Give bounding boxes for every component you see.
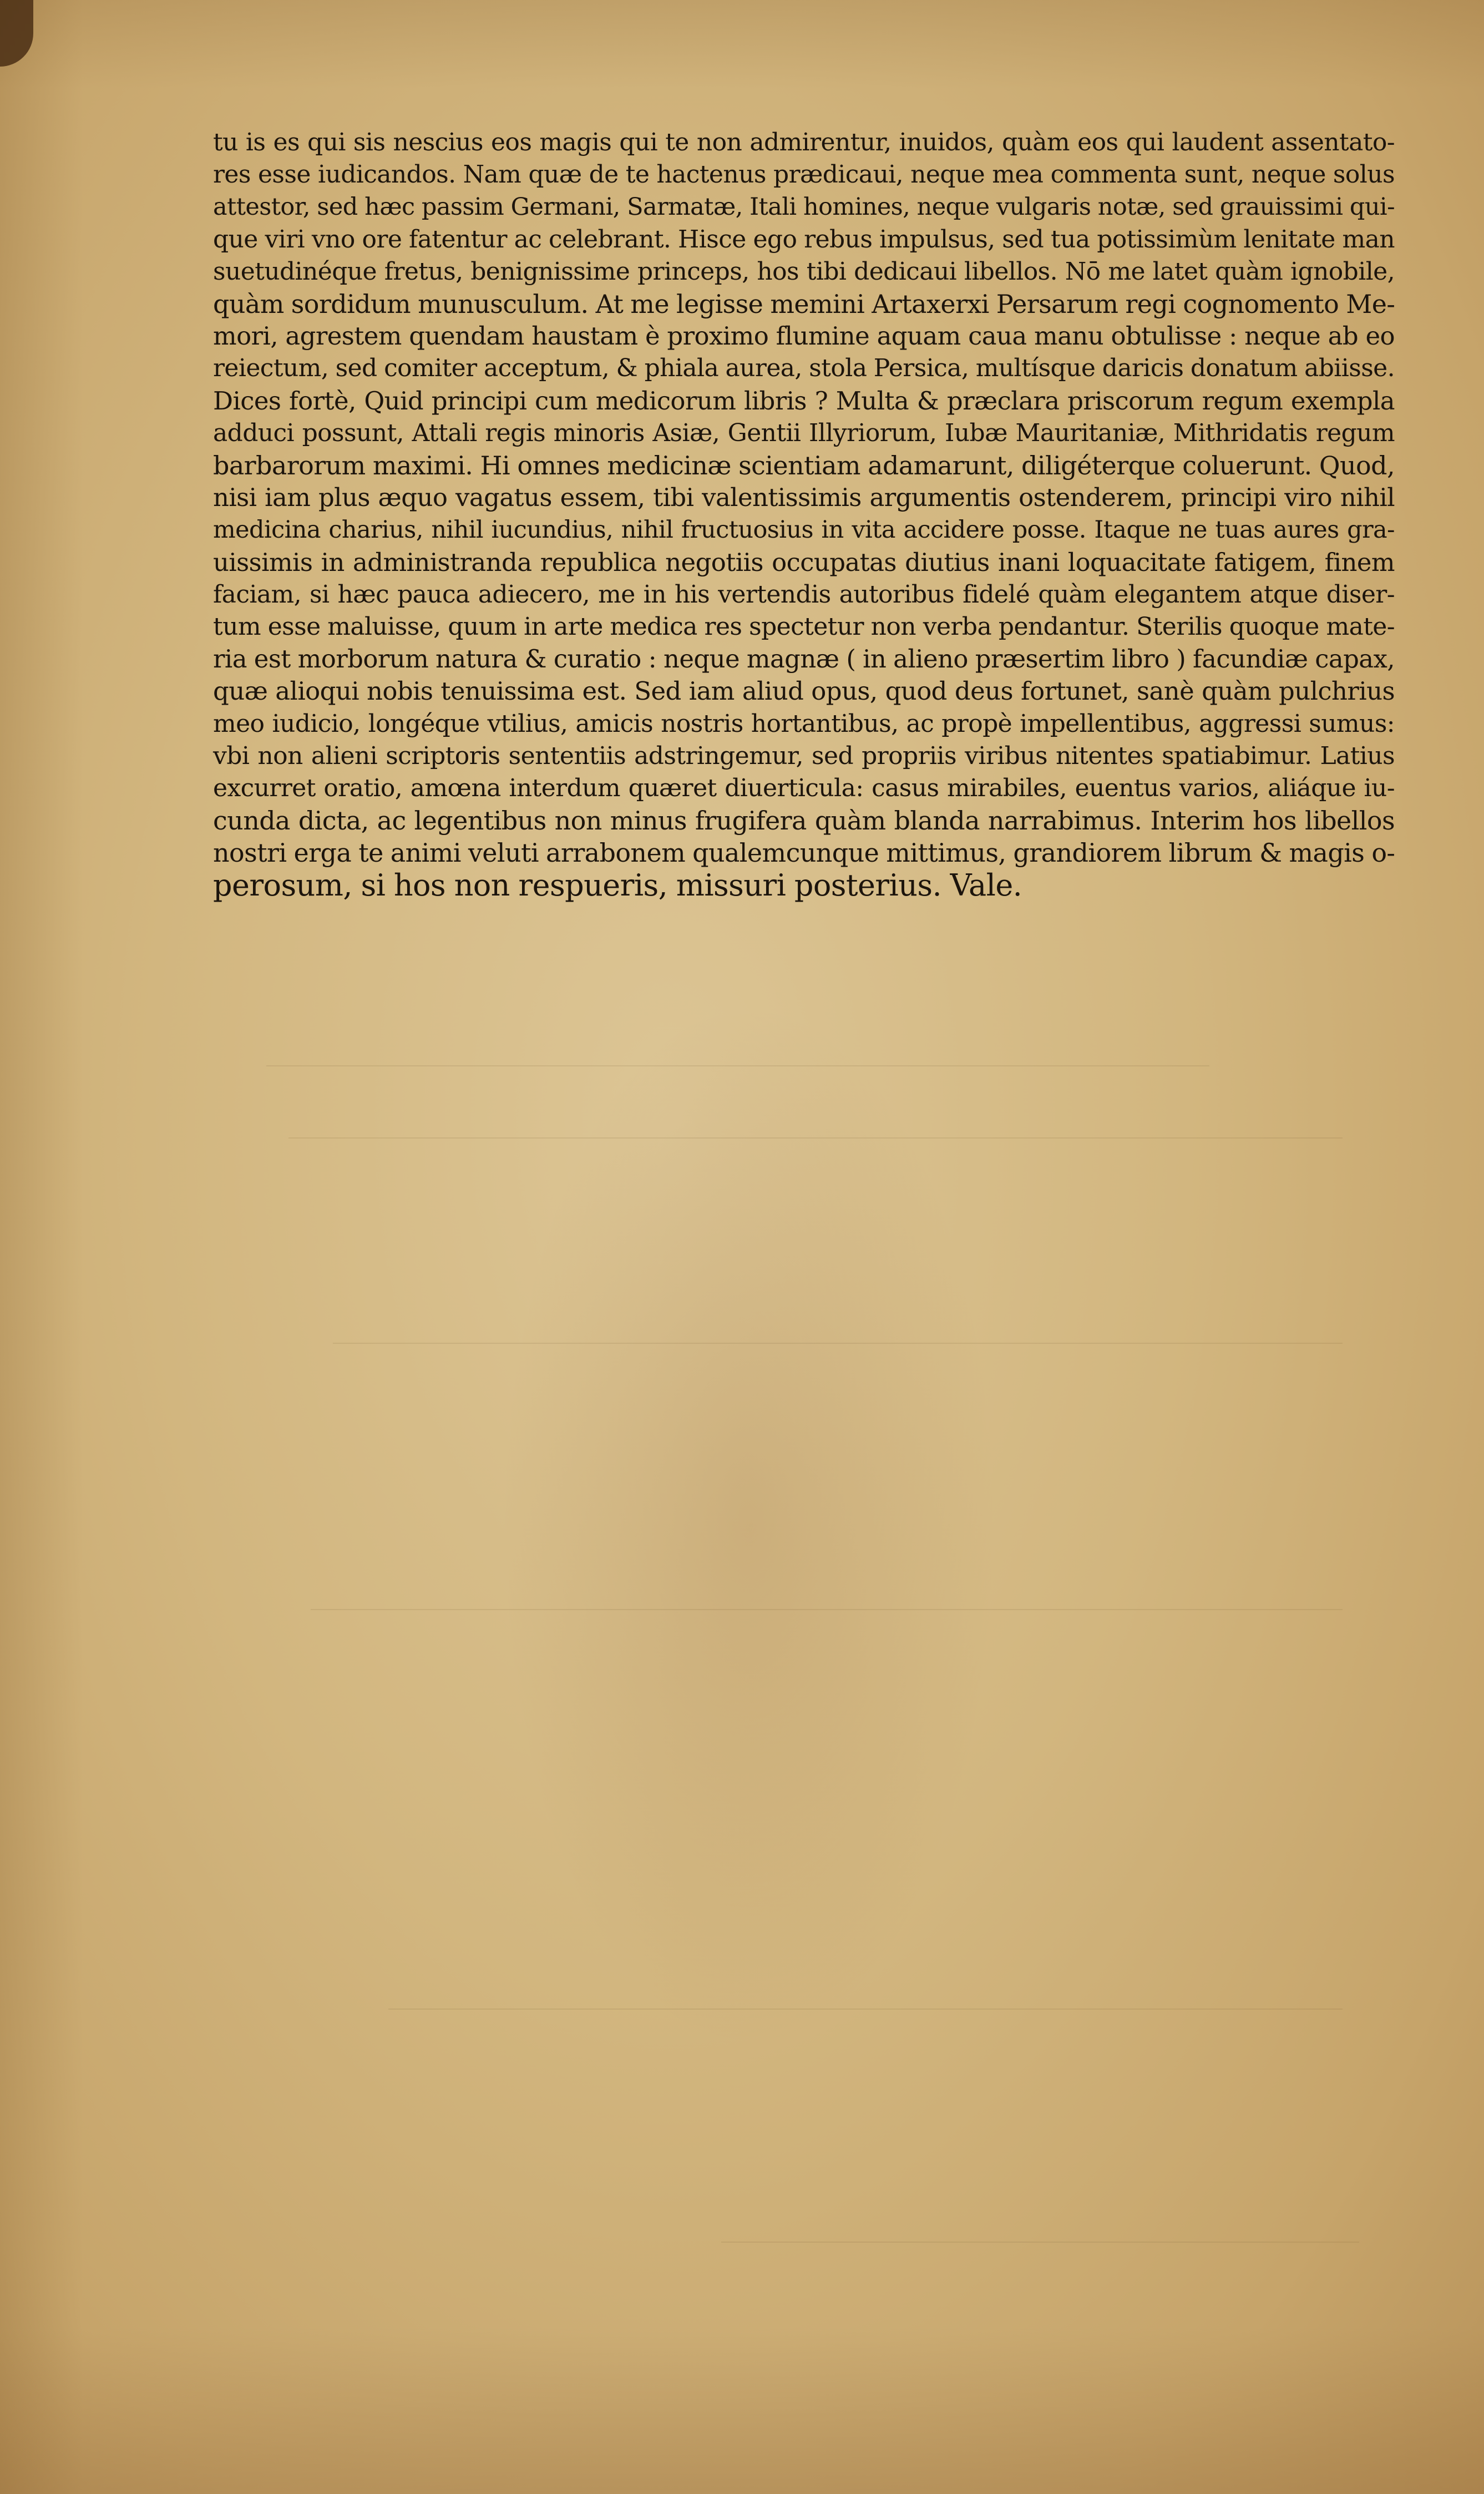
text-line: meo iudicio, longéque vtilius, amicis nostris hortantibus, ac propè impellentibus, aggressi sumus:: [213, 709, 1395, 738]
text-line: suetudinéque fretus, benignissime princeps, hos tibi dedicaui libellos. Nō me latet quàm ignobile,: [213, 257, 1395, 286]
text-line: tum esse maluisse, quum in arte medica res spectetur non verba pendantur. Sterilis quoque mate-: [213, 613, 1395, 641]
text-line: quàm sordidum munusculum. At me legisse memini Artaxerxi Persarum regi cognomento Me-: [213, 289, 1395, 320]
bleed-through-line: [288, 1137, 1343, 1139]
paper-stain: [499, 999, 999, 2053]
bleed-through-line: [721, 2242, 1359, 2243]
text-line: ria est morborum natura & curatio : neque magnæ ( in alieno præsertim libro ) facundiæ capax,: [213, 644, 1395, 674]
page-top-shadow: [0, 0, 1484, 89]
text-line: que viri vno ore fatentur ac celebrant. Hisce ego rebus impulsus, sed tua potissimùm lenitate man: [213, 225, 1395, 254]
text-line: medicina charius, nihil iucundius, nihil fructuosius in vita accidere posse. Itaque ne tuas aures gra-: [213, 516, 1395, 544]
page-edge-shadow: [0, 0, 100, 2494]
text-line: Dices fortè, Quid principi cum medicorum libris ? Multa & præclara priscorum regum exempla: [213, 386, 1395, 416]
bleed-through-line: [266, 1065, 1209, 1066]
text-line: faciam, si hæc pauca adiecero, me in his vertendis autoribus fidelé quàm elegantem atque diser-: [213, 580, 1395, 609]
text-line: res esse iudicandos. Nam quæ de te hactenus prædicaui, neque mea commenta sunt, neque solus: [213, 160, 1395, 189]
text-line: quæ alioqui nobis tenuissima est. Sed iam aliud opus, quod deus fortunet, sanè quàm pulchrius: [213, 676, 1395, 706]
bleed-through-line: [311, 1609, 1343, 1610]
text-line: excurret oratio, amœna interdum quæret diuerticula: casus mirabiles, euentus varios, aliáque iu-: [213, 774, 1395, 803]
text-line: reiectum, sed comiter acceptum, & phiala aurea, stola Persica, multísque daricis donatum abiisse.: [213, 354, 1395, 383]
text-line: vbi non alieni scriptoris sententiis adstringemur, sed propriis viribus nitentes spatiabimur. Latius: [213, 741, 1395, 770]
page-bottom-shadow: [0, 2328, 1484, 2494]
text-line: mori, agrestem quendam haustam è proximo flumine aquam caua manu obtulisse : neque ab eo: [213, 321, 1395, 351]
text-line: adduci possunt, Attali regis minoris Asiæ, Gentii Illyriorum, Iubæ Mauritaniæ, Mithridatis regum: [213, 418, 1395, 447]
binding-corner: [0, 0, 33, 67]
text-line-closing: perosum, si hos non respueris, missuri posterius. Vale.: [213, 867, 1022, 903]
text-line: barbarorum maximi. Hi omnes medicinæ scientiam adamarunt, diligéterque coluerunt. Quod,: [213, 451, 1395, 481]
text-line: nostri erga te animi veluti arrabonem qualemcunque mittimus, grandiorem librum & magis o-: [213, 838, 1395, 868]
dedication-text: [213, 127, 1395, 902]
text-line: attestor, sed hæc passim Germani, Sarmatæ, Itali homines, neque vulgaris notæ, sed grauissimi qui-: [213, 193, 1395, 221]
bleed-through-line: [388, 2009, 1343, 2010]
text-line: tu is es qui sis nescius eos magis qui te non admirentur, inuidos, quàm eos qui laudent assentato-: [213, 128, 1395, 156]
text-line: nisi iam plus æquo vagatus essem, tibi valentissimis argumentis ostenderem, principi viro nihil: [213, 483, 1395, 513]
bleed-through-line: [333, 1343, 1343, 1344]
text-line: uissimis in administranda republica negotiis occupatas diutius inani loquacitate fatigem, finem: [213, 547, 1395, 577]
text-line: cunda dicta, ac legentibus non minus frugifera quàm blanda narrabimus. Interim hos libellos: [213, 806, 1395, 836]
